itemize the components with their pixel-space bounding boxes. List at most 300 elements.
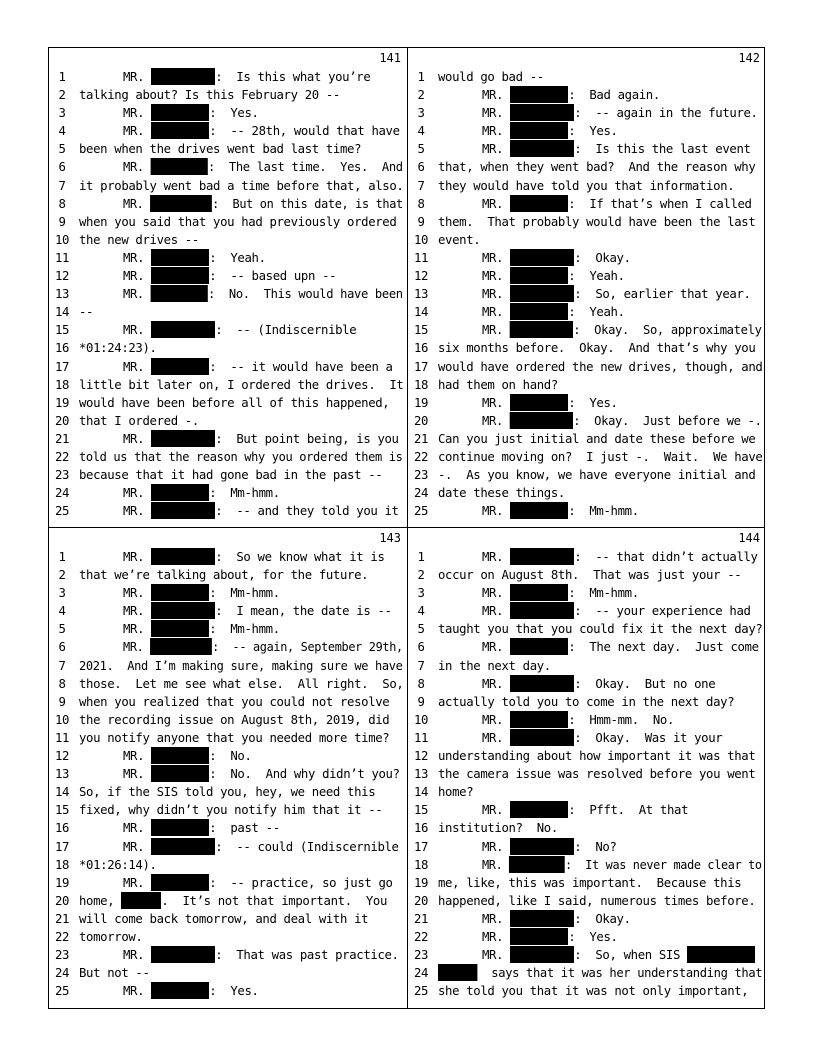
line-text — [438, 231, 480, 249]
line-number: 7 — [58, 658, 66, 673]
transcript-line — [49, 104, 407, 122]
line-number: 13 — [54, 767, 70, 782]
line-number: 18 — [54, 857, 70, 872]
line-number: 9 — [417, 694, 425, 709]
text-segment: MR. — [482, 269, 511, 284]
transcript-line — [49, 584, 407, 602]
text-segment: been when the drives went bad last time? — [79, 142, 362, 157]
text-segment: MR. — [123, 749, 152, 764]
line-number: 11 — [54, 250, 70, 265]
line-text — [482, 856, 762, 874]
line-text — [79, 412, 199, 430]
line-number: 24 — [54, 966, 70, 981]
text-segment: : Is this what you’re — [215, 70, 371, 84]
line-text — [482, 910, 631, 928]
line-text — [79, 231, 199, 249]
line-number: 8 — [417, 676, 425, 691]
text-segment: : Bad again. — [568, 88, 660, 103]
line-text — [79, 376, 403, 394]
text-segment: -. As you know, we have everyone initial and — [438, 468, 756, 483]
redaction-block — [510, 910, 574, 927]
redaction-block — [510, 711, 568, 728]
transcript-line — [408, 783, 766, 801]
line-text — [438, 430, 755, 448]
redaction-block — [510, 86, 568, 103]
line-number: 5 — [58, 142, 66, 157]
line-number: 12 — [54, 269, 70, 284]
text-segment: : Mm-hmm. — [209, 486, 280, 501]
line-text — [123, 358, 393, 376]
line-number: 12 — [413, 749, 429, 764]
line-text — [123, 838, 399, 856]
transcript-line — [408, 177, 766, 195]
text-segment: because that it had gone bad in the past -- — [79, 468, 383, 483]
line-text — [123, 285, 403, 303]
text-segment: home? — [438, 785, 474, 800]
text-segment: MR. — [482, 142, 511, 157]
redaction-block — [510, 584, 568, 601]
transcript-line — [49, 195, 407, 213]
line-number: 18 — [413, 377, 429, 392]
transcript-line — [408, 195, 766, 213]
redaction-block — [510, 195, 568, 212]
line-text — [123, 638, 403, 656]
redaction-block — [510, 675, 574, 692]
line-number: 4 — [58, 604, 66, 619]
text-segment: will come back tomorrow, and deal with it — [79, 911, 369, 926]
text-segment: : Yeah. — [209, 250, 266, 265]
line-text — [482, 412, 762, 430]
transcript-lines — [49, 548, 407, 1000]
text-segment: institution? No. — [438, 821, 558, 836]
text-segment: she told you that it was not only important, — [438, 984, 749, 999]
transcript-line — [408, 376, 766, 394]
line-number: 7 — [58, 178, 66, 193]
text-segment: : But point being, is you — [215, 431, 399, 446]
transcript-line — [49, 801, 407, 819]
line-number: 15 — [413, 323, 429, 338]
line-text — [79, 910, 368, 928]
line-number: 2 — [417, 568, 425, 583]
line-text — [123, 122, 400, 140]
transcript-line — [408, 231, 766, 249]
line-text — [79, 856, 157, 874]
text-segment: : Yes. — [568, 124, 618, 139]
line-text — [123, 195, 403, 213]
line-number: 24 — [413, 486, 429, 501]
line-number: 7 — [417, 658, 425, 673]
line-text — [79, 86, 340, 104]
transcript-line — [408, 484, 766, 502]
line-number: 25 — [413, 984, 429, 999]
line-number: 13 — [413, 767, 429, 782]
line-text — [123, 620, 280, 638]
transcript-line — [49, 638, 407, 656]
transcript-line — [49, 177, 407, 195]
line-text — [482, 729, 722, 747]
page-number: 141 — [379, 51, 401, 65]
text-segment: happened, like I said, numerous times before. — [438, 893, 756, 908]
transcript-line — [408, 86, 766, 104]
line-text — [438, 819, 558, 837]
text-segment: understanding about how important it was that — [438, 749, 756, 764]
line-text — [123, 584, 280, 602]
text-segment: : -- again, September 29th, — [212, 640, 403, 655]
text-segment: MR. — [123, 604, 152, 619]
line-number: 4 — [58, 124, 66, 139]
line-text — [438, 892, 755, 910]
line-number: 6 — [58, 160, 66, 175]
redaction-block — [150, 638, 212, 655]
line-number: 15 — [54, 803, 70, 818]
text-segment: would have been before all of this happened, — [79, 395, 390, 410]
line-text — [123, 321, 356, 339]
redaction-block — [438, 964, 477, 981]
transcript-line — [408, 874, 766, 892]
line-text — [482, 321, 762, 339]
redaction-block — [510, 321, 573, 338]
line-number: 1 — [417, 70, 425, 84]
line-text — [438, 982, 748, 1000]
text-segment: : Yeah. — [568, 269, 625, 284]
transcript-line — [408, 638, 766, 656]
redaction-block — [510, 303, 568, 320]
line-text — [482, 801, 688, 819]
text-segment: : But on this date, is that — [212, 196, 403, 211]
redaction-block — [510, 140, 574, 157]
text-segment: MR. — [482, 504, 511, 519]
transcript-line — [408, 548, 766, 566]
line-text — [482, 602, 751, 620]
line-number: 5 — [417, 622, 425, 637]
transcript-line — [49, 910, 407, 928]
line-number: 4 — [417, 124, 425, 139]
text-segment: : Okay. Just before we -. — [573, 413, 762, 428]
line-text — [123, 158, 403, 176]
transcript-line — [49, 856, 407, 874]
text-segment: MR. — [482, 586, 511, 601]
text-segment: MR. — [482, 839, 511, 854]
transcript-line — [408, 104, 766, 122]
line-number: 20 — [54, 893, 70, 908]
redaction-block — [151, 874, 209, 891]
text-segment: : Yes. — [209, 106, 259, 121]
text-segment: MR. — [123, 821, 152, 836]
redaction-block — [151, 838, 215, 855]
line-number: 19 — [54, 875, 70, 890]
line-number: 21 — [54, 431, 70, 446]
line-number: 23 — [54, 468, 70, 483]
line-number: 19 — [413, 875, 429, 890]
line-number: 17 — [413, 359, 429, 374]
line-number: 21 — [54, 911, 70, 926]
text-segment: told us that the reason why you ordered them is — [79, 449, 403, 464]
transcript-line — [49, 376, 407, 394]
text-segment: : I mean, the date is -- — [215, 604, 392, 619]
line-text — [438, 765, 755, 783]
line-number: 16 — [54, 821, 70, 836]
transcript-page-143 — [49, 528, 407, 1009]
text-segment: six months before. Okay. And that’s why you — [438, 341, 756, 356]
redaction-block — [510, 638, 568, 655]
line-text — [482, 946, 755, 964]
line-number: 21 — [413, 911, 429, 926]
text-segment: MR. — [482, 287, 511, 302]
line-text — [482, 86, 660, 104]
text-segment: MR. — [123, 948, 152, 963]
text-segment: : Okay. — [574, 911, 631, 926]
text-segment: home, — [79, 893, 122, 908]
line-number: 25 — [54, 504, 70, 519]
line-number: 1 — [58, 70, 66, 84]
text-segment: MR. — [482, 712, 511, 727]
line-number: 12 — [54, 749, 70, 764]
line-text — [79, 394, 389, 412]
line-number: 18 — [54, 377, 70, 392]
line-text — [123, 765, 400, 783]
line-text — [482, 122, 618, 140]
text-segment: : past -- — [209, 821, 280, 836]
line-text — [482, 140, 751, 158]
redaction-block — [151, 68, 215, 85]
text-segment: MR. — [123, 124, 152, 139]
transcript-line — [49, 339, 407, 357]
line-text — [123, 430, 399, 448]
line-text — [123, 104, 259, 122]
line-number: 25 — [54, 984, 70, 999]
redaction-block — [151, 358, 209, 375]
transcript-line — [49, 484, 407, 502]
text-segment: MR. — [123, 106, 152, 121]
line-number: 10 — [413, 712, 429, 727]
page-number: 142 — [738, 51, 760, 65]
line-text — [438, 68, 544, 86]
line-text — [482, 548, 758, 566]
text-segment: MR. — [123, 359, 152, 374]
line-number: 11 — [413, 730, 429, 745]
text-segment: MR. — [482, 857, 510, 872]
line-number: 17 — [54, 359, 70, 374]
transcript-line — [408, 657, 766, 675]
transcript-line — [49, 602, 407, 620]
text-segment: MR. — [123, 586, 152, 601]
text-segment: MR. — [123, 486, 152, 501]
text-segment: MR. — [123, 640, 151, 655]
transcript-line — [49, 448, 407, 466]
page-number: 143 — [379, 531, 401, 545]
line-number: 8 — [417, 196, 425, 211]
text-segment: MR. — [482, 196, 511, 211]
line-number: 1 — [417, 550, 425, 564]
line-number: 23 — [54, 948, 70, 963]
transcript-line — [49, 394, 407, 412]
redaction-block — [151, 982, 209, 999]
transcript-line — [49, 838, 407, 856]
line-number: 20 — [54, 413, 70, 428]
line-text — [79, 466, 382, 484]
text-segment: date these things. — [438, 486, 565, 501]
text-segment: Can you just initial and date these before we — [438, 431, 756, 446]
line-number: 19 — [54, 395, 70, 410]
text-segment: MR. — [123, 269, 152, 284]
redaction-block — [151, 584, 209, 601]
text-segment: MR. — [482, 730, 511, 745]
line-text — [79, 964, 150, 982]
text-segment: : Okay. Was it your — [574, 730, 723, 745]
line-text — [482, 675, 715, 693]
text-segment: : So we know what it is — [215, 550, 385, 564]
line-text — [482, 303, 625, 321]
line-text — [79, 928, 142, 946]
redaction-block — [510, 801, 568, 818]
text-segment: : Yes. — [568, 929, 618, 944]
text-segment: *01:24:23). — [79, 341, 157, 356]
line-text — [482, 394, 618, 412]
line-text — [438, 964, 762, 982]
redaction-block — [151, 548, 215, 565]
line-text — [438, 158, 755, 176]
line-number: 10 — [54, 232, 70, 247]
transcript-line — [408, 584, 766, 602]
redaction-block — [151, 502, 215, 519]
transcript-line — [408, 249, 766, 267]
transcript-line — [408, 502, 766, 520]
text-segment: MR. — [123, 287, 151, 302]
transcript-line — [408, 892, 766, 910]
line-number: 9 — [58, 694, 66, 709]
transcript-line — [408, 928, 766, 946]
text-segment: : So, when SIS — [574, 948, 688, 963]
redaction-block — [510, 267, 568, 284]
text-segment: : -- 28th, would that have — [209, 124, 400, 139]
text-segment: MR. — [123, 250, 152, 265]
line-number: 15 — [413, 803, 429, 818]
text-segment: : Okay. But no one — [574, 676, 716, 691]
text-segment: : Okay. So, approximately — [573, 323, 762, 338]
text-segment: the recording issue on August 8th, 2019, did — [79, 712, 390, 727]
line-text — [123, 68, 370, 86]
transcript-page-144 — [408, 528, 766, 1009]
line-number: 8 — [58, 196, 66, 211]
redaction-block — [151, 946, 215, 963]
text-segment: MR. — [482, 88, 511, 103]
line-text — [482, 638, 759, 656]
text-segment: taught you that you could fix it the next day? — [438, 622, 763, 637]
text-segment: that I ordered -. — [79, 413, 199, 428]
line-text — [123, 484, 280, 502]
transcript-line — [408, 964, 766, 982]
line-number: 14 — [413, 785, 429, 800]
text-segment: : -- (Indiscernible — [215, 323, 357, 338]
transcript-line — [49, 566, 407, 584]
redaction-block — [510, 122, 568, 139]
line-number: 3 — [58, 106, 66, 121]
transcript-line — [408, 838, 766, 856]
text-segment: : No. This would have been — [208, 287, 403, 302]
line-text — [438, 339, 755, 357]
text-segment: MR. — [482, 948, 511, 963]
text-segment: that we’re talking about, for the future. — [79, 568, 369, 583]
text-segment: MR. — [482, 550, 511, 564]
transcript-line — [49, 874, 407, 892]
text-segment: MR. — [123, 984, 152, 999]
transcript-line — [49, 946, 407, 964]
line-number: 8 — [58, 676, 66, 691]
text-segment: actually told you to come in the next day? — [438, 694, 735, 709]
redaction-block — [151, 602, 215, 619]
line-text — [79, 566, 368, 584]
transcript-line — [408, 982, 766, 1000]
line-number: 4 — [417, 604, 425, 619]
transcript-lines — [408, 548, 766, 1000]
line-number: 9 — [417, 214, 425, 229]
transcript-line — [49, 358, 407, 376]
transcript-line — [49, 303, 407, 321]
text-segment: MR. — [123, 550, 152, 564]
text-segment: : -- again in the future. — [574, 106, 758, 121]
text-segment: MR. — [123, 839, 152, 854]
redaction-block — [150, 195, 212, 212]
redaction-block — [151, 430, 215, 447]
text-segment: event. — [438, 232, 481, 247]
text-segment: MR. — [482, 250, 511, 265]
text-segment: MR. — [482, 676, 511, 691]
text-segment: talking about? Is this February 20 -- — [79, 88, 340, 103]
transcript-lines — [408, 68, 766, 520]
transcript-line — [408, 566, 766, 584]
text-segment: : -- your experience had — [574, 604, 751, 619]
transcript-line — [49, 729, 407, 747]
line-text — [482, 502, 639, 520]
redaction-block — [687, 946, 755, 963]
transcript-line — [408, 801, 766, 819]
text-segment: : -- based upn -- — [209, 269, 337, 284]
line-number: 1 — [58, 550, 66, 564]
transcript-line — [49, 68, 407, 86]
line-text — [438, 213, 755, 231]
line-number: 12 — [413, 269, 429, 284]
text-segment: : If that’s when I called — [568, 196, 752, 211]
text-segment: MR. — [123, 160, 151, 175]
redaction-block — [510, 946, 574, 963]
line-number: 17 — [54, 839, 70, 854]
text-segment: *01:26:14). — [79, 857, 157, 872]
text-segment: : No. And why didn’t you? — [209, 767, 400, 782]
line-text — [438, 874, 741, 892]
redaction-block — [510, 928, 568, 945]
text-segment: : So, earlier that year. — [574, 287, 751, 302]
transcript-line — [408, 602, 766, 620]
line-text — [79, 448, 403, 466]
transcript-lines — [49, 68, 407, 520]
text-segment: MR. — [123, 504, 152, 519]
line-text — [79, 657, 403, 675]
line-number: 9 — [58, 214, 66, 229]
text-segment: -- — [79, 305, 94, 320]
text-segment: : Mm-hmm. — [568, 586, 639, 601]
line-number: 25 — [413, 504, 429, 519]
text-segment: : Mm-hmm. — [209, 622, 280, 637]
text-segment: says that it was her understanding that — [477, 966, 763, 981]
redaction-block — [510, 548, 574, 565]
line-number: 19 — [413, 395, 429, 410]
transcript-line — [408, 267, 766, 285]
line-text — [79, 675, 403, 693]
line-number: 22 — [54, 449, 70, 464]
line-text — [482, 104, 758, 122]
line-text — [123, 874, 393, 892]
transcript-line — [408, 910, 766, 928]
